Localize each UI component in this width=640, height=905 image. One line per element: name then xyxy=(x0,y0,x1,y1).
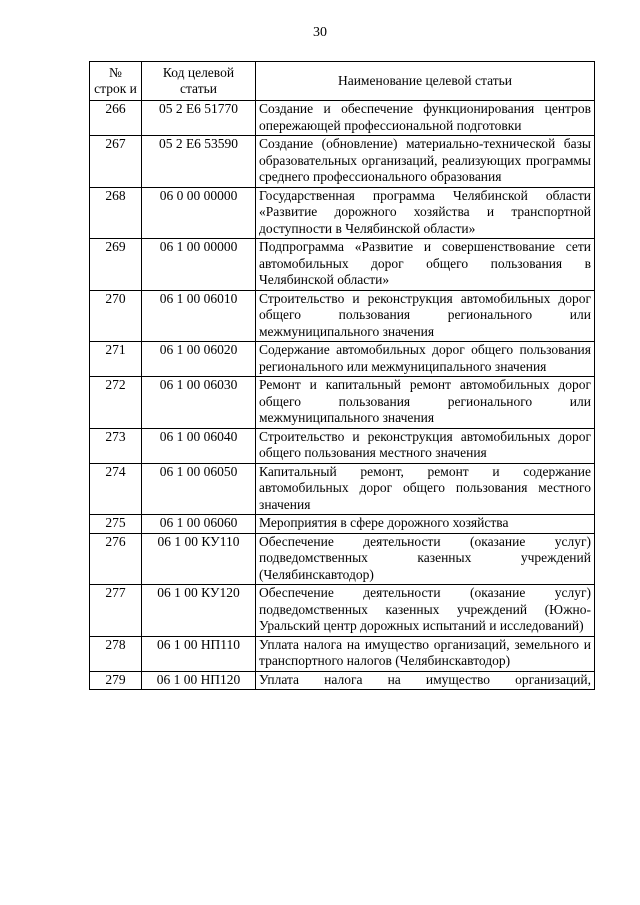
table-row xyxy=(90,239,595,291)
table-row xyxy=(90,290,595,342)
row-code: 05 2 Е6 53590 xyxy=(142,136,256,188)
row-number: 267 xyxy=(90,136,142,188)
row-name: Уплата налога на имущество организаций, земельного и транспортного налогов (Челябинскавтодор) xyxy=(256,636,595,671)
row-number: 269 xyxy=(90,239,142,291)
row-code: 06 1 00 НП120 xyxy=(142,671,256,690)
row-name: Строительство и реконструкция автомобильных дорог общего пользования регионального или межмуниципального значения xyxy=(256,290,595,342)
table-row xyxy=(90,585,595,637)
row-name: Строительство и реконструкция автомобильных дорог общего пользования местного значения xyxy=(256,428,595,463)
row-number: 278 xyxy=(90,636,142,671)
row-name: Мероприятия в сфере дорожного хозяйства xyxy=(256,515,595,534)
header-code: Код целевой статьи xyxy=(142,62,256,101)
row-code: 06 0 00 00000 xyxy=(142,187,256,239)
table-row xyxy=(90,428,595,463)
row-code: 06 1 00 00000 xyxy=(142,239,256,291)
row-code: 06 1 00 06010 xyxy=(142,290,256,342)
target-articles-table xyxy=(89,61,595,690)
row-name: Подпрограмма «Развитие и совершенствование сети автомобильных дорог общего пользования в Челябинской области» xyxy=(256,239,595,291)
row-name: Ремонт и капитальный ремонт автомобильных дорог общего пользования регионального или межмуниципального значения xyxy=(256,377,595,429)
row-code: 06 1 00 06040 xyxy=(142,428,256,463)
row-code: 05 2 Е6 51770 xyxy=(142,101,256,136)
table-row xyxy=(90,671,595,690)
row-number: 266 xyxy=(90,101,142,136)
row-name: Содержание автомобильных дорог общего пользования регионального или межмуниципального значения xyxy=(256,342,595,377)
row-number: 275 xyxy=(90,515,142,534)
row-name: Создание (обновление) материально-технической базы образовательных организаций, реализующих программы среднего профессионального образования xyxy=(256,136,595,188)
row-number: 272 xyxy=(90,377,142,429)
table-row xyxy=(90,136,595,188)
table-row xyxy=(90,533,595,585)
row-code: 06 1 00 06030 xyxy=(142,377,256,429)
row-number: 273 xyxy=(90,428,142,463)
row-code: 06 1 00 06020 xyxy=(142,342,256,377)
row-name: Обеспечение деятельности (оказание услуг) подведомственных казенных учреждений (Челябинскавтодор) xyxy=(256,533,595,585)
table-row xyxy=(90,101,595,136)
table-row xyxy=(90,463,595,515)
row-code: 06 1 00 06050 xyxy=(142,463,256,515)
row-number: 279 xyxy=(90,671,142,690)
header-row-number: № строк и xyxy=(90,62,142,101)
row-code: 06 1 00 КУ120 xyxy=(142,585,256,637)
header-name: Наименование целевой статьи xyxy=(256,62,595,101)
row-name: Капитальный ремонт, ремонт и содержание автомобильных дорог общего пользования местного значения xyxy=(256,463,595,515)
row-name: Государственная программа Челябинской области «Развитие дорожного хозяйства и транспортной доступности в Челябинской области» xyxy=(256,187,595,239)
row-name: Обеспечение деятельности (оказание услуг) подведомственных казенных учреждений (Южно-Уральский центр дорожных испытаний и исследований) xyxy=(256,585,595,637)
table-row xyxy=(90,187,595,239)
row-number: 268 xyxy=(90,187,142,239)
row-name: Создание и обеспечение функционирования центров опережающей профессиональной подготовки xyxy=(256,101,595,136)
row-code: 06 1 00 06060 xyxy=(142,515,256,534)
table-header-row xyxy=(90,62,595,101)
table-row xyxy=(90,636,595,671)
table-row xyxy=(90,377,595,429)
page-number: 30 xyxy=(313,25,327,40)
row-name: Уплата налога на имущество организаций, xyxy=(256,671,595,690)
table-row xyxy=(90,342,595,377)
row-number: 270 xyxy=(90,290,142,342)
table-row xyxy=(90,515,595,534)
row-number: 274 xyxy=(90,463,142,515)
row-number: 276 xyxy=(90,533,142,585)
row-code: 06 1 00 КУ110 xyxy=(142,533,256,585)
row-number: 271 xyxy=(90,342,142,377)
row-code: 06 1 00 НП110 xyxy=(142,636,256,671)
row-number: 277 xyxy=(90,585,142,637)
